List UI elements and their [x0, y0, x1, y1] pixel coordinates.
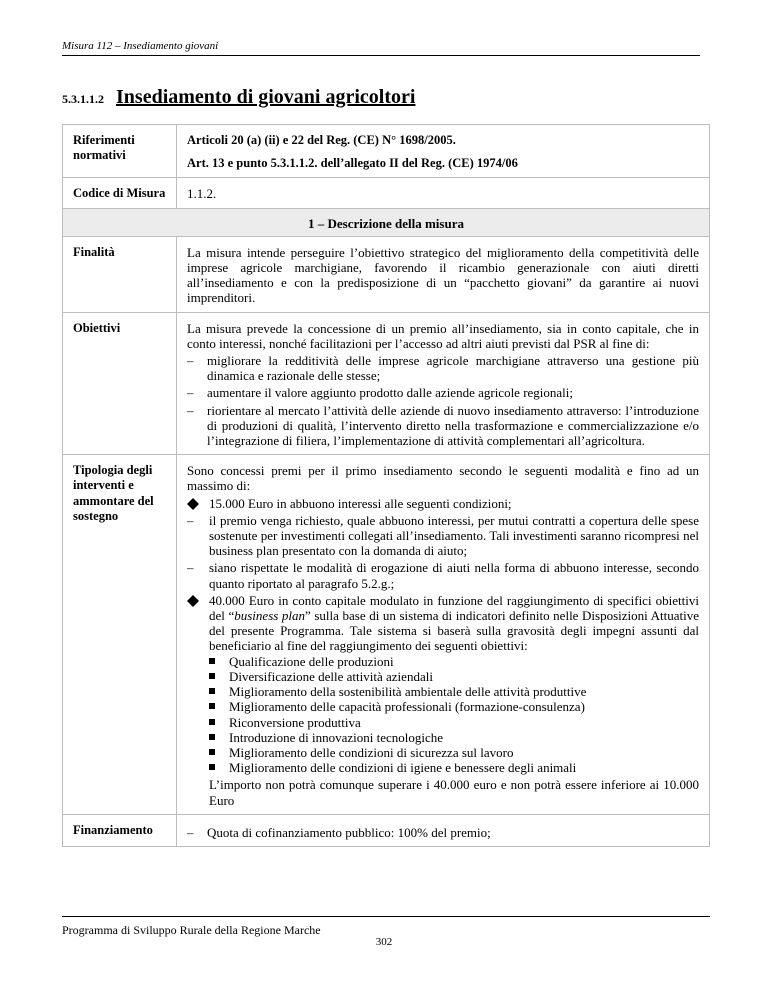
finanziamento-list: [187, 825, 699, 840]
obiettivi-item: – riorientare al mercato l’attività delle aziende di nuovo insediamento attraverso: l’introduzione di produzioni di qualità, l’intervento diretto nella trasformazione e commercializzazione e/o l’integrazione di filiera, l’implementazione di attività complementari all’agricoltura.: [187, 403, 699, 449]
footer-text: Programma di Sviluppo Rurale della Regione Marche: [62, 923, 321, 937]
objective-text: Qualificazione delle produzioni: [229, 653, 394, 669]
square-bullet-icon: [209, 719, 215, 725]
condition-item: [187, 560, 699, 590]
square-bullet-icon: [209, 734, 215, 740]
dash-bullet-icon: –: [187, 560, 194, 576]
premio-abbuono-item: [187, 496, 699, 511]
obiettivi-item: – aumentare il valore aggiunto prodotto dalle aziende agricole regionali;: [187, 385, 699, 400]
objectives-list: [187, 654, 699, 776]
running-header: Misura 112 – Insediamento giovani: [62, 40, 700, 56]
objective-item: [209, 760, 699, 775]
row-tipologia: [63, 455, 710, 814]
page-number: 302: [375, 936, 393, 948]
square-bullet-icon: [209, 658, 215, 664]
row-finalita: [63, 236, 710, 312]
label-codice: Codice di Misura: [63, 178, 177, 208]
objective-text: Introduzione di innovazioni tecnologiche: [229, 729, 444, 745]
square-bullet-icon: [209, 764, 215, 770]
row-riferimenti: [63, 125, 710, 178]
section-number: 5.3.1.1.2: [62, 92, 104, 106]
dash-bullet-icon: –: [187, 512, 194, 528]
codice-value: 1.1.2.: [177, 178, 710, 208]
obiettivi-item: – migliorare la redditività delle imprese agricole marchigiane attraverso una gestione più dinamica e razionale delle stesse;: [187, 353, 699, 383]
objective-text: Miglioramento delle condizioni di igiene e benessere degli animali: [229, 760, 577, 776]
square-bullet-icon: [209, 688, 215, 694]
objective-text: Miglioramento delle condizioni di sicurezza sul lavoro: [229, 744, 514, 760]
label-riferimenti: Riferimenti normativi: [63, 125, 177, 178]
square-bullet-icon: [209, 673, 215, 679]
premio-capitale-text-after: ” sulla base di un sistema di indicatori definito nelle Disposizioni Attuative del presente Programma. Tale sistema si baserà sulla gravosità degli impegni assunti dal beneficiario al fine del raggiungimento dei seguenti obiettivi:: [209, 608, 700, 654]
condition-text: siano rispettate le modalità di erogazione di aiuti nella forma di abbuono interesse, secondo quanto riportato al paragrafo 5.2.g.;: [209, 560, 699, 591]
business-plan-term: business plan: [234, 608, 306, 624]
premio-abbuono-text: 15.000 Euro in abbuono interessi alle seguenti condizioni;: [209, 495, 512, 511]
label-finalita: Finalità: [63, 236, 177, 312]
label-tipologia: Tipologia degli interventi e ammontare del sostegno: [63, 455, 177, 814]
footer-rule: [62, 916, 710, 917]
condition-item: [187, 513, 699, 559]
reference-line-1: Articoli 20 (a) (ii) e 22 del Reg. (CE) N° 1698/2005.: [187, 133, 456, 147]
condition-text: il premio venga richiesto, quale abbuono interessi, per mutui contratti a copertura delle spese sostenute per investimenti collegati all’insediamento. Tali investimenti saranno ricompresi nel business plan presentato con la domanda di aiuto;: [209, 512, 699, 559]
row-descrizione-header: [63, 208, 710, 236]
reference-line-2: Art. 13 e punto 5.3.1.1.2. dell’allegato II del Reg. (CE) 1974/06: [187, 156, 518, 171]
objective-text: Miglioramento delle capacità professionali (formazione-consulenza): [229, 699, 585, 715]
objective-item: [209, 730, 699, 745]
section-heading: [62, 86, 722, 109]
measure-table: [62, 124, 710, 847]
square-bullet-icon: [209, 749, 215, 755]
objective-item: [209, 745, 699, 760]
objective-item: [209, 669, 699, 684]
section-title: Insediamento di giovani agricoltori: [116, 86, 416, 108]
row-obiettivi: [63, 312, 710, 455]
diamond-bullet-icon: [187, 595, 199, 607]
row-codice: [63, 178, 710, 208]
premio-capitale-text-before: 40.000 Euro in conto capitale modulato in funzione del raggiungimento di specifici obiettivi del “: [209, 592, 699, 624]
row-finanziamento: [63, 814, 710, 846]
premio-capitale-item: [187, 593, 699, 654]
square-bullet-icon: [209, 703, 215, 709]
obiettivi-list: [187, 353, 699, 448]
descrizione-header: 1 – Descrizione della misura: [63, 208, 710, 236]
tipologia-closing: L’importo non potrà comunque superare i 40.000 euro e non potrà essere inferiore ai 10.000 Euro: [209, 777, 699, 808]
objective-text: Miglioramento della sostenibilità ambientale delle attività produttive: [229, 684, 587, 700]
finanziamento-item: – Quota di cofinanziamento pubblico: 100% del premio;: [187, 825, 699, 840]
label-finanziamento: Finanziamento: [63, 814, 177, 846]
label-obiettivi: Obiettivi: [63, 312, 177, 455]
content-riferimenti: [177, 125, 710, 178]
objective-text: Diversificazione delle attività aziendali: [229, 668, 433, 684]
finalita-text: La misura intende perseguire l’obiettivo strategico del miglioramento della competitività delle imprese agricole marchigiane, favorendo il ricambio generazionale con aiuti diretti all’insediamento e con la predisposizione di un “pacchetto giovani” da garantire ai nuovi imprenditori.: [177, 236, 710, 312]
objective-item: [209, 684, 699, 699]
page-footer: [62, 916, 710, 938]
content-finanziamento: [177, 814, 710, 846]
content-tipologia: [177, 455, 710, 814]
objective-item: [209, 715, 699, 730]
tipologia-intro: Sono concessi premi per il primo insediamento secondo le seguenti modalità e fino ad un massimo di:: [187, 463, 699, 494]
content-obiettivi: [177, 312, 710, 455]
objective-item: [209, 699, 699, 714]
obiettivi-intro: La misura prevede la concessione di un premio all’insediamento, sia in conto capitale, che in conto interessi, nonché facilitazioni per l’accesso ad altri aiuti previsti dal PSR al fine di:: [187, 320, 699, 351]
objective-text: Riconversione produttiva: [229, 714, 361, 730]
objective-item: [209, 654, 699, 669]
diamond-bullet-icon: [187, 498, 199, 510]
